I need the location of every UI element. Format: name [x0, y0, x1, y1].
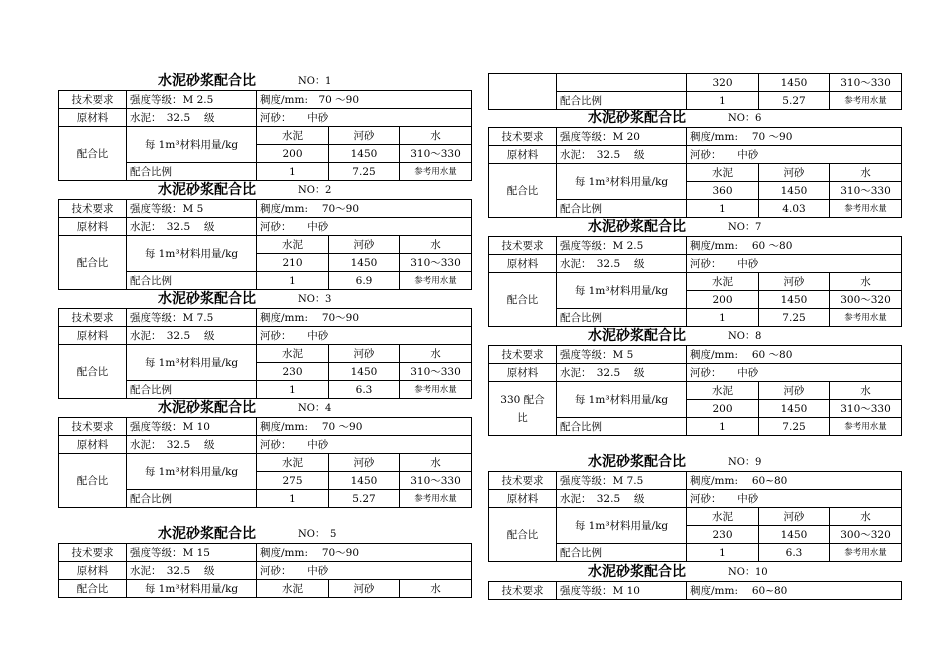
qty-sand: 1450	[759, 400, 830, 418]
sheet-title: 水泥砂浆配合比	[588, 110, 686, 126]
sheet-title: 水泥砂浆配合比	[588, 328, 686, 344]
mix-label: 配合比	[489, 164, 557, 218]
cement-grade: 水泥： 32.5 级	[127, 562, 257, 580]
col-cement: 水泥	[257, 236, 329, 254]
tech-req-label: 技术要求	[59, 544, 127, 562]
sheet-number: NO： 5	[298, 529, 337, 540]
col-cement: 水泥	[257, 580, 329, 598]
sand-type: 河砂： 中砂	[687, 255, 902, 273]
ratio-cement: 1	[687, 200, 759, 218]
cement-grade: 水泥： 32.5 级	[557, 490, 687, 508]
sheet-number: NO：8	[728, 331, 762, 342]
qty-sand: 1450	[329, 472, 400, 490]
sheet-title: 水泥砂浆配合比	[588, 219, 686, 235]
ratio-cement: 1	[257, 381, 329, 399]
strength-grade: 强度等级：M 10	[127, 418, 257, 436]
consistency: 稠度/mm: 60~80	[687, 582, 902, 600]
col-sand: 河砂	[329, 345, 400, 363]
consistency: 稠度/mm: 60~80	[687, 472, 902, 490]
mix-sheet-5-heading	[58, 525, 470, 543]
col-sand: 河砂	[329, 236, 400, 254]
mix-label: 配合比	[489, 273, 557, 327]
ratio-cement: 1	[257, 490, 329, 508]
col-cement: 水泥	[257, 127, 329, 145]
sheet-number: NO：7	[728, 222, 762, 233]
ratio-water: 参考用水量	[400, 381, 472, 399]
material-label: 原材料	[59, 109, 127, 127]
mix-sheet-10-heading	[488, 563, 900, 581]
cement-grade: 水泥： 32.5 级	[127, 218, 257, 236]
mix-table-1	[58, 90, 472, 181]
ratio-water: 参考用水量	[830, 200, 902, 218]
sheet-number: NO：4	[298, 403, 332, 414]
sand-type: 河砂： 中砂	[257, 327, 472, 345]
qty-water: 300～320	[830, 526, 902, 544]
per-m3-label: 每 1m³材料用量/kg	[127, 345, 257, 381]
col-sand: 河砂	[329, 127, 400, 145]
strength-grade: 强度等级：M 15	[127, 544, 257, 562]
col-cement: 水泥	[687, 164, 759, 182]
ratio-sand: 7.25	[329, 163, 400, 181]
ratio-sand: 5.27	[329, 490, 400, 508]
cement-grade: 水泥： 32.5 级	[557, 146, 687, 164]
mix-ratio-label: 配合比例	[557, 418, 687, 436]
sheet-title: 水泥砂浆配合比	[158, 73, 256, 89]
mix-label: 配合比	[59, 580, 127, 598]
mix-sheet-8-heading	[488, 327, 900, 345]
mix-label-continued	[489, 74, 557, 110]
tech-req-label: 技术要求	[489, 128, 557, 146]
tech-req-label: 技术要求	[59, 91, 127, 109]
strength-grade: 强度等级：M 7.5	[557, 472, 687, 490]
mix-sheet-2-heading	[58, 181, 470, 199]
sand-type: 河砂： 中砂	[257, 109, 472, 127]
strength-grade: 强度等级：M 2.5	[127, 91, 257, 109]
mix-table-9	[488, 471, 902, 562]
sheet-title: 水泥砂浆配合比	[158, 182, 256, 198]
qty-cement: 230	[257, 363, 329, 381]
material-label: 原材料	[59, 327, 127, 345]
consistency: 稠度/mm: 70～90	[257, 200, 472, 218]
col-cement: 水泥	[257, 454, 329, 472]
ratio-water: 参考用水量	[830, 544, 902, 562]
sheet-number: NO：10	[728, 567, 768, 578]
material-label: 原材料	[489, 490, 557, 508]
mix-label: 配合比	[59, 127, 127, 181]
mix-ratio-label: 配合比例	[127, 272, 257, 290]
strength-grade: 强度等级：M 5	[557, 346, 687, 364]
ratio-water: 参考用水量	[830, 92, 902, 110]
ratio-water: 参考用水量	[400, 272, 472, 290]
ratio-sand: 4.03	[759, 200, 830, 218]
consistency: 稠度/mm: 70 ～90	[257, 91, 472, 109]
strength-grade: 强度等级：M 2.5	[557, 237, 687, 255]
qty-cement: 210	[257, 254, 329, 272]
sheet-title: 水泥砂浆配合比	[158, 291, 256, 307]
tech-req-label: 技术要求	[59, 418, 127, 436]
ratio-water: 参考用水量	[830, 418, 902, 436]
col-water: 水	[830, 382, 902, 400]
mix-sheet-7-heading	[488, 218, 900, 236]
ratio-water: 参考用水量	[830, 309, 902, 327]
material-label: 原材料	[59, 436, 127, 454]
mix-table-5	[58, 543, 472, 598]
ratio-sand: 7.25	[759, 418, 830, 436]
material-label: 原材料	[59, 562, 127, 580]
ratio-cement: 1	[687, 418, 759, 436]
mix-ratio-label: 配合比例	[557, 309, 687, 327]
consistency: 稠度/mm: 60 ～80	[687, 346, 902, 364]
qty-sand: 1450	[329, 145, 400, 163]
mix-table-2	[58, 199, 472, 290]
mix-table-3	[58, 308, 472, 399]
cement-grade: 水泥： 32.5 级	[557, 364, 687, 382]
ratio-sand: 7.25	[759, 309, 830, 327]
per-m3-label: 每 1m³材料用量/kg	[127, 127, 257, 163]
col-sand: 河砂	[759, 164, 830, 182]
per-m3-label: 每 1m³材料用量/kg	[557, 508, 687, 544]
mix-ratio-label: 配合比例	[557, 200, 687, 218]
qty-sand: 1450	[759, 182, 830, 200]
strength-grade: 强度等级：M 5	[127, 200, 257, 218]
tech-req-label: 技术要求	[489, 472, 557, 490]
qty-sand: 1450	[329, 254, 400, 272]
per-m3-label: 每 1m³材料用量/kg	[127, 580, 257, 598]
mix-label: 配合比	[59, 345, 127, 399]
per-m3-label: 每 1m³材料用量/kg	[557, 273, 687, 309]
col-cement: 水泥	[687, 508, 759, 526]
qty-water: 310～330	[400, 363, 472, 381]
mix-ratio-label: 配合比例	[127, 163, 257, 181]
sheet-title: 水泥砂浆配合比	[588, 564, 686, 580]
mix-table-5-continued	[488, 73, 902, 110]
qty-water: 310～330	[400, 145, 472, 163]
mix-sheet-9-heading	[488, 453, 900, 471]
material-label: 原材料	[489, 255, 557, 273]
ratio-sand: 6.3	[329, 381, 400, 399]
sand-type: 河砂： 中砂	[687, 490, 902, 508]
mix-sheet-6-heading	[488, 109, 900, 127]
tech-req-label: 技术要求	[489, 237, 557, 255]
tech-req-label: 技术要求	[489, 346, 557, 364]
mix-table-10	[488, 581, 902, 600]
sheet-number: NO：9	[728, 457, 762, 468]
col-water: 水	[400, 127, 472, 145]
col-sand: 河砂	[759, 382, 830, 400]
cement-grade: 水泥： 32.5 级	[127, 109, 257, 127]
mix-table-6	[488, 127, 902, 218]
qty-sand: 1450	[759, 291, 830, 309]
mix-label: 配合比	[489, 508, 557, 562]
qty-water: 310～330	[400, 472, 472, 490]
strength-grade: 强度等级：M 10	[557, 582, 687, 600]
mix-sheet-1-heading	[58, 72, 470, 90]
qty-sand: 1450	[759, 526, 830, 544]
ratio-water: 参考用水量	[400, 490, 472, 508]
ratio-cement: 1	[687, 544, 759, 562]
ratio-sand: 5.27	[759, 92, 830, 110]
mix-330-label: 330 配合比	[489, 382, 557, 436]
sand-type: 河砂： 中砂	[687, 146, 902, 164]
col-cement: 水泥	[687, 273, 759, 291]
sand-type: 河砂： 中砂	[257, 562, 472, 580]
sand-type: 河砂： 中砂	[257, 436, 472, 454]
consistency: 稠度/mm: 70 ～90	[687, 128, 902, 146]
mix-sheet-3-heading	[58, 290, 470, 308]
qty-cement: 275	[257, 472, 329, 490]
material-label: 原材料	[489, 364, 557, 382]
tech-req-label: 技术要求	[59, 309, 127, 327]
sand-type: 河砂： 中砂	[687, 364, 902, 382]
consistency: 稠度/mm: 70～90	[257, 544, 472, 562]
sheet-title: 水泥砂浆配合比	[588, 454, 686, 470]
sheet-title: 水泥砂浆配合比	[158, 400, 256, 416]
col-sand: 河砂	[759, 508, 830, 526]
qty-cement: 200	[257, 145, 329, 163]
sand-type: 河砂： 中砂	[257, 218, 472, 236]
qty-cement: 320	[687, 74, 759, 92]
col-cement: 水泥	[257, 345, 329, 363]
col-water: 水	[400, 580, 472, 598]
ratio-water: 参考用水量	[400, 163, 472, 181]
col-sand: 河砂	[329, 454, 400, 472]
qty-cement: 230	[687, 526, 759, 544]
consistency: 稠度/mm: 70 ～90	[257, 418, 472, 436]
qty-sand: 1450	[759, 74, 830, 92]
cement-grade: 水泥： 32.5 级	[127, 327, 257, 345]
sheet-title: 水泥砂浆配合比	[158, 526, 256, 542]
mix-label: 配合比	[59, 236, 127, 290]
cement-grade: 水泥： 32.5 级	[557, 255, 687, 273]
cement-grade: 水泥： 32.5 级	[127, 436, 257, 454]
col-water: 水	[830, 164, 902, 182]
per-m3-label: 每 1m³材料用量/kg	[127, 236, 257, 272]
sheet-number: NO：1	[298, 76, 332, 87]
strength-grade: 强度等级：M 20	[557, 128, 687, 146]
tech-req-label: 技术要求	[59, 200, 127, 218]
col-water: 水	[400, 236, 472, 254]
qty-water: 310～330	[830, 400, 902, 418]
tech-req-label: 技术要求	[489, 582, 557, 600]
col-water: 水	[830, 273, 902, 291]
per-m3-label: 每 1m³材料用量/kg	[127, 454, 257, 490]
sheet-number: NO：6	[728, 113, 762, 124]
ratio-cement: 1	[687, 309, 759, 327]
col-water: 水	[400, 345, 472, 363]
mix-sheet-4-heading	[58, 399, 470, 417]
qty-cement: 200	[687, 400, 759, 418]
ratio-cement: 1	[687, 92, 759, 110]
qty-water: 310～330	[830, 182, 902, 200]
mix-ratio-label: 配合比例	[127, 381, 257, 399]
col-sand: 河砂	[329, 580, 400, 598]
col-cement: 水泥	[687, 382, 759, 400]
per-m3-label: 每 1m³材料用量/kg	[557, 382, 687, 418]
sheet-number: NO：2	[298, 185, 332, 196]
qty-water: 300～320	[830, 291, 902, 309]
mix-table-4	[58, 417, 472, 508]
qty-water: 310～330	[830, 74, 902, 92]
ratio-cement: 1	[257, 163, 329, 181]
material-label: 原材料	[489, 146, 557, 164]
mix-ratio-label: 配合比例	[557, 92, 687, 110]
consistency: 稠度/mm: 70～90	[257, 309, 472, 327]
ratio-cement: 1	[257, 272, 329, 290]
sheet-number: NO：3	[298, 294, 332, 305]
per-m3-label: 每 1m³材料用量/kg	[557, 164, 687, 200]
consistency: 稠度/mm: 60 ～80	[687, 237, 902, 255]
col-sand: 河砂	[759, 273, 830, 291]
mix-table-7	[488, 236, 902, 327]
strength-grade: 强度等级：M 7.5	[127, 309, 257, 327]
qty-cement: 360	[687, 182, 759, 200]
mix-table-8	[488, 345, 902, 436]
qty-cement: 200	[687, 291, 759, 309]
material-label: 原材料	[59, 218, 127, 236]
ratio-sand: 6.3	[759, 544, 830, 562]
mix-label: 配合比	[59, 454, 127, 508]
mix-ratio-label: 配合比例	[127, 490, 257, 508]
col-water: 水	[830, 508, 902, 526]
col-water: 水	[400, 454, 472, 472]
qty-water: 310～330	[400, 254, 472, 272]
mix-ratio-label: 配合比例	[557, 544, 687, 562]
qty-sand: 1450	[329, 363, 400, 381]
per-m3-continued	[557, 74, 687, 92]
ratio-sand: 6.9	[329, 272, 400, 290]
